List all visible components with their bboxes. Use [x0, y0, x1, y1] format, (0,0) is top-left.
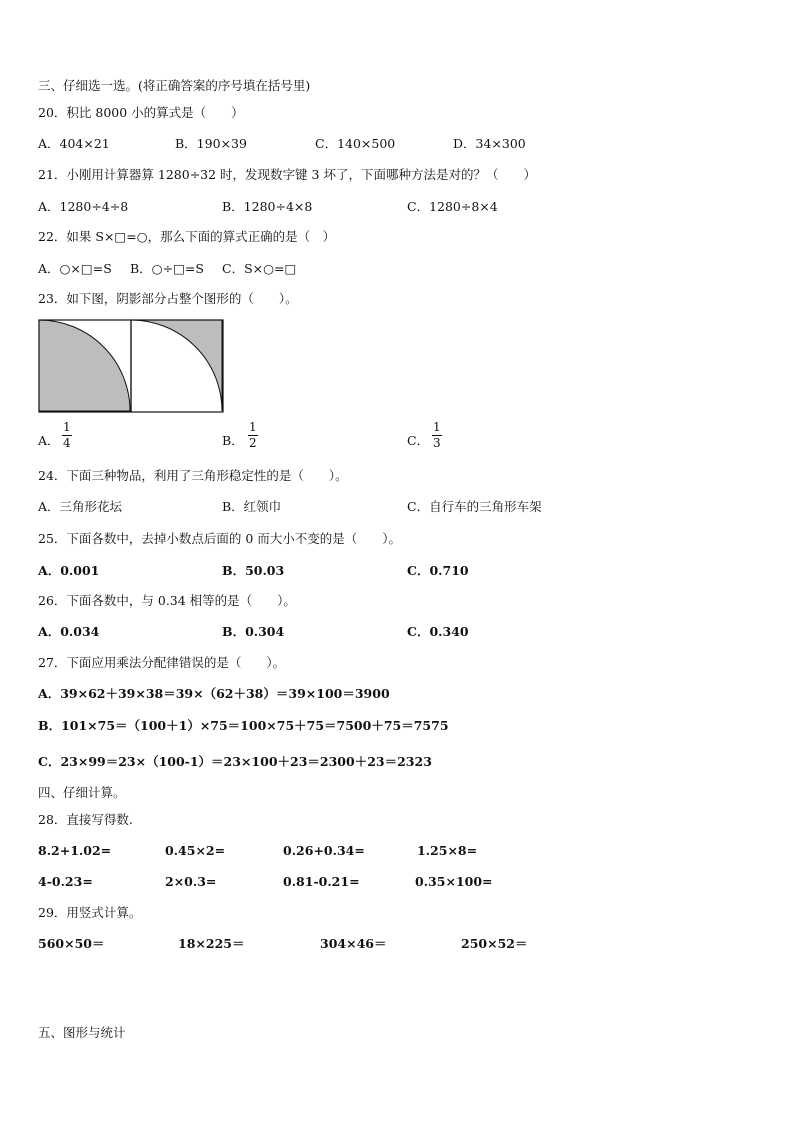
question-23-option-a-fraction [62, 421, 72, 450]
fraction-numerator: 1 [433, 420, 441, 434]
question-23-option-c-label: C． [407, 433, 430, 448]
question-27-option-b: B．101×75＝（100＋1）×75＝100×75＋75＝7500＋75＝7575 [38, 718, 449, 733]
question-22-option-a: A．○×□=S [38, 261, 112, 276]
calc-item: 0.35×100= [415, 874, 493, 889]
question-28-stem: 28．直接写得数. [38, 812, 133, 827]
question-25-option-a: A．0.001 [38, 563, 100, 578]
question-21-option-c: C．1280÷8×4 [407, 199, 498, 214]
vertical-calc-item: 250×52＝ [461, 936, 528, 951]
question-25-stem: 25．下面各数中，去掉小数点后面的 0 而大小不变的是（ ）。 [38, 531, 402, 546]
calc-item: 1.25×8= [417, 843, 478, 858]
question-20-stem: 20．积比 8000 小的算式是（ ） [38, 105, 244, 120]
question-26-option-b: B．0.304 [222, 624, 285, 639]
question-22-option-c: C．S×○=□ [222, 261, 297, 276]
question-24-option-a: A．三角形花坛 [38, 499, 123, 514]
question-22-option-b: B．○÷□=S [130, 261, 204, 276]
fraction-numerator: 1 [63, 420, 71, 434]
question-23-stem: 23．如下图，阴影部分占整个图形的（ ）。 [38, 291, 298, 306]
question-21-stem: 21．小刚用计算器算 1280÷32 时，发现数字键 3 坏了，下面哪种方法是对的？（ ） [38, 167, 536, 182]
fraction-denominator: 3 [433, 436, 441, 450]
section-5-heading: 五、图形与统计 [38, 1025, 126, 1040]
question-24-option-b: B．红领巾 [222, 499, 282, 514]
question-27-option-a: A．39×62＋39×38＝39×（62＋38）＝39×100＝3900 [38, 686, 390, 701]
question-23-option-b-fraction [248, 421, 258, 450]
question-25-option-b: B．50.03 [222, 563, 285, 578]
question-24-stem: 24．下面三种物品，利用了三角形稳定性的是（ ）。 [38, 468, 348, 483]
question-20-option-d: D．34×300 [453, 136, 526, 151]
question-20-option-b: B．190×39 [175, 136, 247, 151]
question-29-stem: 29．用竖式计算。 [38, 905, 142, 920]
section-3-heading: 三、仔细选一选。(将正确答案的序号填在括号里) [38, 78, 311, 93]
section-4-heading: 四、仔细计算。 [38, 785, 126, 800]
calc-item: 2×0.3= [165, 874, 217, 889]
vertical-calc-item: 304×46＝ [320, 936, 387, 951]
calc-item: 0.26+0.34= [283, 843, 365, 858]
question-23-option-a-label: A． [38, 433, 60, 448]
question-27-stem: 27．下面应用乘法分配律错误的是（ ）。 [38, 655, 286, 670]
question-26-option-a: A．0.034 [38, 624, 100, 639]
calc-item: 0.81-0.21= [283, 874, 360, 889]
shaded-quarter-circles-figure [38, 319, 226, 413]
calc-item: 0.45×2= [165, 843, 226, 858]
question-26-stem: 26．下面各数中，与 0.34 相等的是（ ）。 [38, 593, 296, 608]
question-26-option-c: C．0.340 [407, 624, 469, 639]
question-23-option-b-label: B． [222, 433, 244, 448]
calc-item: 8.2+1.02= [38, 843, 112, 858]
question-20-option-a: A．404×21 [38, 136, 110, 151]
question-27-option-c: C．23×99＝23×（100-1）＝23×100＋23＝2300＋23＝2323 [38, 754, 432, 769]
question-24-option-c: C．自行车的三角形车架 [407, 499, 542, 514]
fraction-numerator: 1 [249, 420, 257, 434]
vertical-calc-item: 18×225＝ [178, 936, 245, 951]
question-23-option-c-fraction [432, 421, 442, 450]
vertical-calc-item: 560×50＝ [38, 936, 105, 951]
question-21-option-a: A．1280÷4÷8 [38, 199, 129, 214]
calc-item: 4-0.23= [38, 874, 93, 889]
fraction-denominator: 4 [63, 436, 71, 450]
question-20-option-c: C．140×500 [315, 136, 396, 151]
question-22-stem: 22．如果 S×□=○，那么下面的算式正确的是（ ） [38, 229, 336, 244]
question-25-option-c: C．0.710 [407, 563, 469, 578]
question-21-option-b: B．1280÷4×8 [222, 199, 313, 214]
fraction-denominator: 2 [249, 436, 257, 450]
